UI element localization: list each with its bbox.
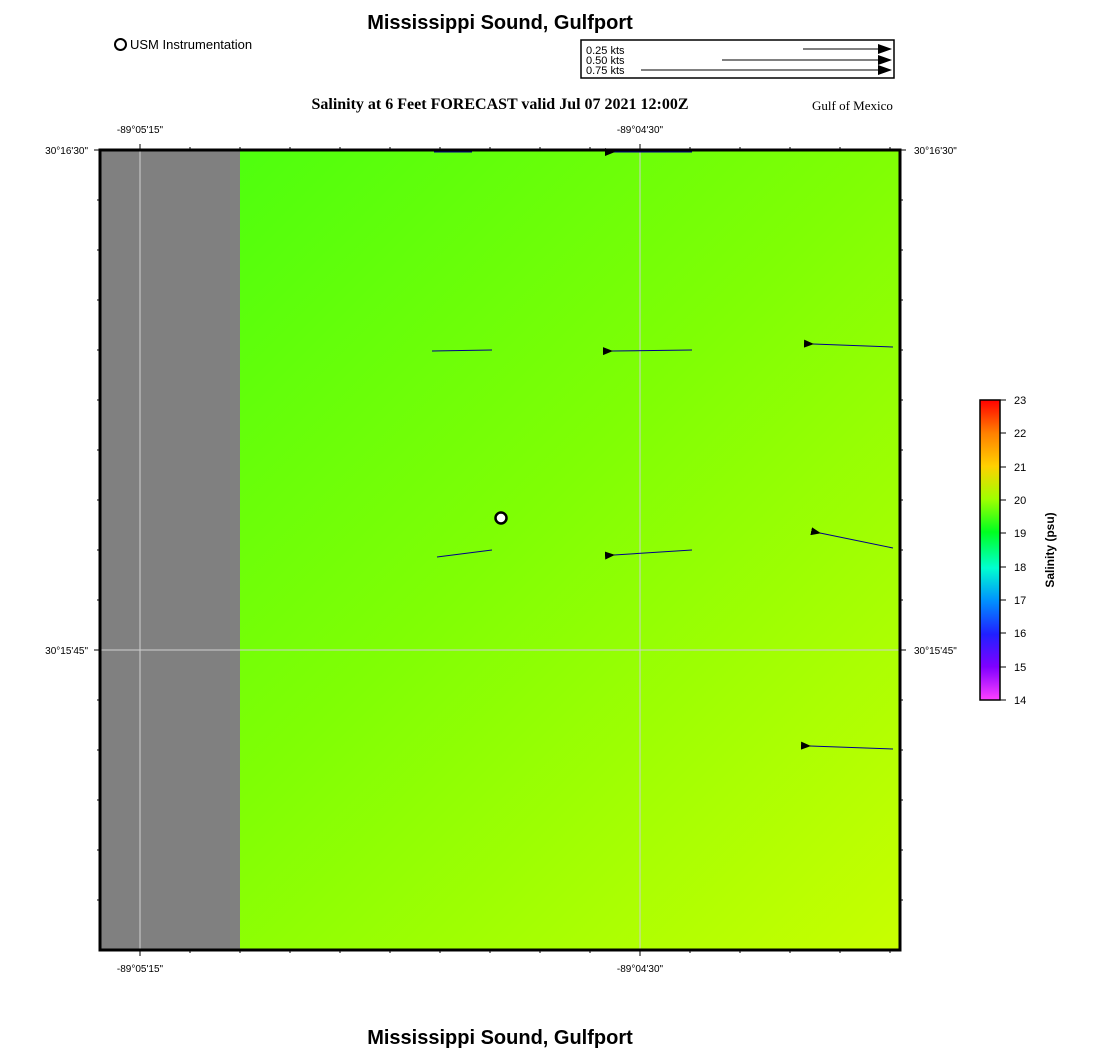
lat-label-left: 30°15'45" [45, 646, 88, 657]
colorbar-tick-label: 17 [1014, 595, 1027, 607]
station-legend-label: USM Instrumentation [130, 37, 253, 52]
vector-legend-label: 0.25 kts [586, 45, 625, 57]
footer-title: Mississippi Sound, Gulfport [367, 1027, 633, 1049]
colorbar-tick-label: 15 [1014, 662, 1027, 674]
usm-station-marker[interactable] [496, 513, 507, 524]
colorbar-tick-label: 22 [1014, 428, 1027, 440]
colorbar-tick-label: 23 [1014, 395, 1027, 407]
map-title: Mississippi Sound, Gulfport [367, 12, 633, 34]
map-panel [100, 150, 900, 950]
colorbar-tick-label: 16 [1014, 628, 1027, 640]
lon-label-top: -89°05'15" [116, 125, 164, 136]
land-area [100, 150, 240, 950]
colorbar-tick-label: 21 [1014, 462, 1027, 474]
colorbar-tick-label: 20 [1014, 495, 1027, 507]
vector-legend-label: 0.50 kts [586, 55, 625, 67]
lat-label-right: 30°16'30" [914, 146, 957, 157]
lon-label-bottom: -89°04'30" [616, 964, 664, 975]
colorbar-tick-label: 18 [1014, 562, 1027, 574]
colorbar-tick-label: 14 [1014, 695, 1027, 707]
lat-label-right: 30°15'45" [914, 646, 957, 657]
lon-label-top: -89°04'30" [616, 125, 664, 136]
colorbar-gradient [980, 400, 1000, 700]
region-label: Gulf of Mexico [812, 98, 893, 113]
lat-label-left: 30°16'30" [45, 146, 88, 157]
salinity-colorbar [980, 395, 1057, 707]
lon-label-bottom: -89°05'15" [116, 964, 164, 975]
vector-legend-label: 0.75 kts [586, 65, 625, 77]
colorbar-title: Salinity (psu) [1043, 512, 1057, 588]
vector-legend [581, 40, 894, 78]
colorbar-tick-label: 19 [1014, 528, 1027, 540]
forecast-subtitle: Salinity at 6 Feet FORECAST valid Jul 07 2021 12:00Z [311, 96, 689, 113]
